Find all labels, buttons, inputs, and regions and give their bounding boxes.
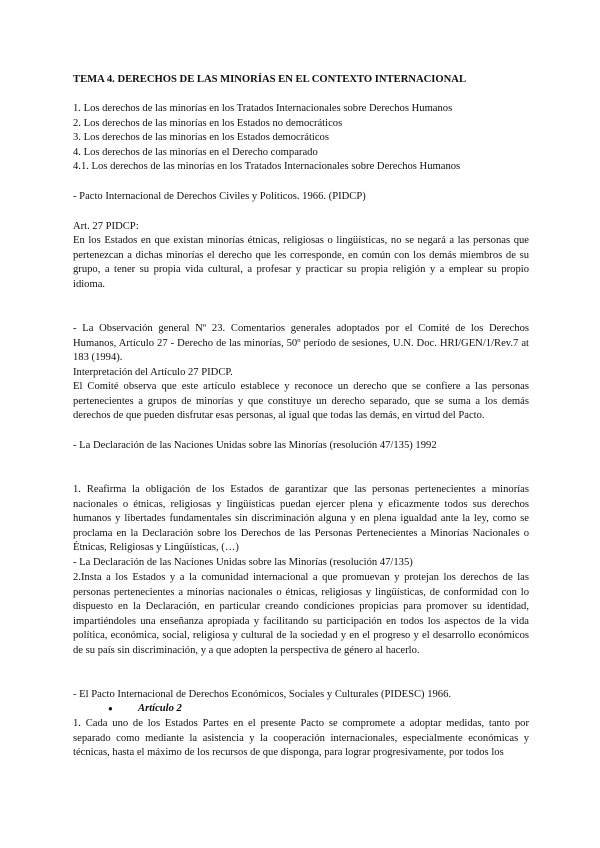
bullet-icon: ● [108,704,113,713]
document-title: TEMA 4. DERECHOS DE LAS MINORÍAS EN EL CONTEXTO INTERNACIONAL [73,74,467,85]
index-item: 4. Los derechos de las minorías en el Derecho comparado [73,146,318,158]
index-list [73,102,529,175]
pidcp-heading: - Pacto Internacional de Derechos Civiles y Políticos. 1966. (PIDCP) [73,191,366,202]
art27-text: En los Estados en que existan minorías étnicas, religiosas o lingüísticas, no se negará a las personas que pertenezcan a dichas minorías el derecho que les corresponde, en común con los demás miembros de su grupo, a tener su propia vida cultural, a profesar y practicar su propia religión y a emplear su propio idioma. [73,235,529,290]
art27-label: Art. 27 PIDCP: [73,221,139,232]
index-item: 4.1. Los derechos de las minorías en los Tratados Internacionales sobre Derechos Humanos [73,161,461,173]
articulo2-text: 1. Cada uno de los Estados Partes en el presente Pacto se compromete a adoptar medidas, tanto por separado como mediante la asistencia y la cooperación internacionales, especialmente económicas y técnicas, hasta el máximo de los recursos de que disponga, para lograr progresivamente, por todos los [73,718,529,759]
interpretacion-label: Interpretación del Artículo 27 PIDCP. [73,367,233,378]
declaracion-paragraph-2: 2.Insta a los Estados y a la comunidad internacional a que promuevan y protejan los derechos de las personas pertenecientes a minorías nacionales o étnicas, religiosas y lingüísticas, de conformidad con lo dispuesto en la Declaración, en particular creando condiciones propicias para promover su identidad, impartiéndoles una enseñanza apropiada y facilitando su participación en todos los aspectos de la vida política, económica, social, religiosa y cultural de la sociedad y en el progreso y el desarrollo económicos de su país sin discriminación, y a que adopten la perspectiva de género al hacerlo. [73,572,529,656]
index-item: 3. Los derechos de las minorías en los Estados democráticos [73,132,329,144]
declaracion-heading: - La Declaración de las Naciones Unidas sobre las Minorías (resolución 47/135) 1992 [73,440,437,451]
declaracion-heading-2: - La Declaración de las Naciones Unidas sobre las Minorías (resolución 47/135) [73,557,413,568]
interpretacion-text: El Comité observa que este artículo establece y reconoce un derecho que se confiere a las personas pertenecientes a grupos de minorías y que constituye un derecho separado, que se suma a los demás derechos de que pueden disfrutar esas personas, al igual que todas las demás, en virtud del Pacto. [73,381,529,422]
index-item: 2. Los derechos de las minorías en los Estados no democráticos [73,117,343,129]
declaracion-paragraph-1: 1. Reafirma la obligación de los Estados de garantizar que las personas pertenecientes a minorías nacionales o étnicas, religiosas y lingüísticas puedan ejercer plena y eficazmente todos sus derechos humanos y libertades fundamentales sin discriminación alguna y en plena igualdad ante la ley, como se proclama en la Declaración sobre los Derechos de las Personas Pertenecientes a Minorías Nacionales o Étnicas, Religiosas y Lingüísticas, (…) [73,484,529,554]
pidesc-heading: - El Pacto Internacional de Derechos Económicos, Sociales y Culturales (PIDESC) 1966. [73,689,452,700]
observacion-heading: - La Observación general Nº 23. Comentarios generales adoptados por el Comité de los Derechos Humanos, Artículo 27 - Derecho de las minorías, 50º período de sesiones, U.N. Doc. HRI/GEN/1/Rev.7 at 183 (1994). [73,323,529,364]
index-item: 1. Los derechos de las minorías en los Tratados Internacionales sobre Derechos Humanos [73,103,453,114]
articulo2-label: Artículo 2 [138,703,182,714]
